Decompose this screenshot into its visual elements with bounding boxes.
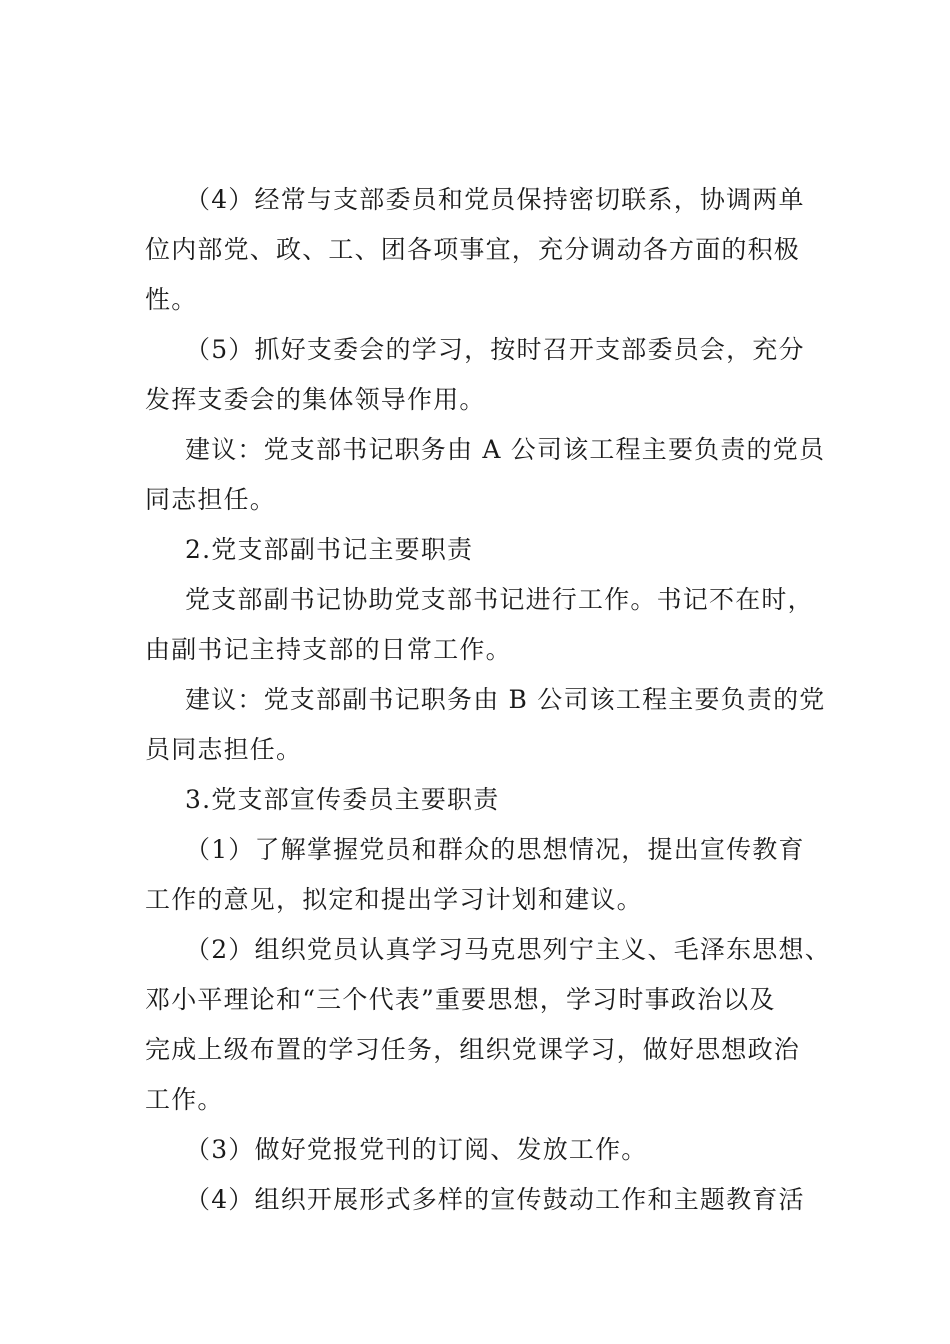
paragraph-line: 建议：党支部副书记职务由 B 公司该工程主要负责的党	[185, 685, 826, 714]
section-heading: 2.党支部副书记主要职责	[185, 535, 474, 564]
paragraph-line: 性。	[145, 285, 198, 314]
paragraph-line: 同志担任。	[145, 485, 277, 514]
paragraph-line: （5）抓好支委会的学习，按时召开支部委员会，充分	[185, 335, 805, 364]
paragraph-line: （1）了解掌握党员和群众的思想情况，提出宣传教育	[185, 835, 805, 864]
paragraph-line: 党支部副书记协助党支部书记进行工作。书记不在时，	[185, 585, 814, 614]
paragraph-line: 建议：党支部书记职务由 A 公司该工程主要负责的党员	[185, 435, 826, 464]
paragraph-line: 位内部党、政、工、团各项事宜，充分调动各方面的积极	[145, 235, 801, 264]
section-heading: 3.党支部宣传委员主要职责	[185, 785, 500, 814]
paragraph-line: 发挥支委会的集体领导作用。	[145, 385, 486, 414]
paragraph-line: （3）做好党报党刊的订阅、发放工作。	[185, 1135, 648, 1164]
paragraph-line: （2）组织党员认真学习马克思列宁主义、毛泽东思想、	[185, 935, 831, 964]
paragraph-line: （4）组织开展形式多样的宣传鼓动工作和主题教育活	[185, 1185, 805, 1214]
paragraph-line: 工作。	[145, 1085, 224, 1114]
paragraph-line: 员同志担任。	[145, 735, 303, 764]
paragraph-line: 工作的意见，拟定和提出学习计划和建议。	[145, 885, 643, 914]
paragraph-line: 由副书记主持支部的日常工作。	[145, 635, 512, 664]
paragraph-line: （4）经常与支部委员和党员保持密切联系，协调两单	[185, 185, 805, 214]
paragraph-line: 邓小平理论和“三个代表”重要思想，学习时事政治以及	[145, 985, 776, 1014]
paragraph-line: 完成上级布置的学习任务，组织党课学习，做好思想政治	[145, 1035, 801, 1064]
